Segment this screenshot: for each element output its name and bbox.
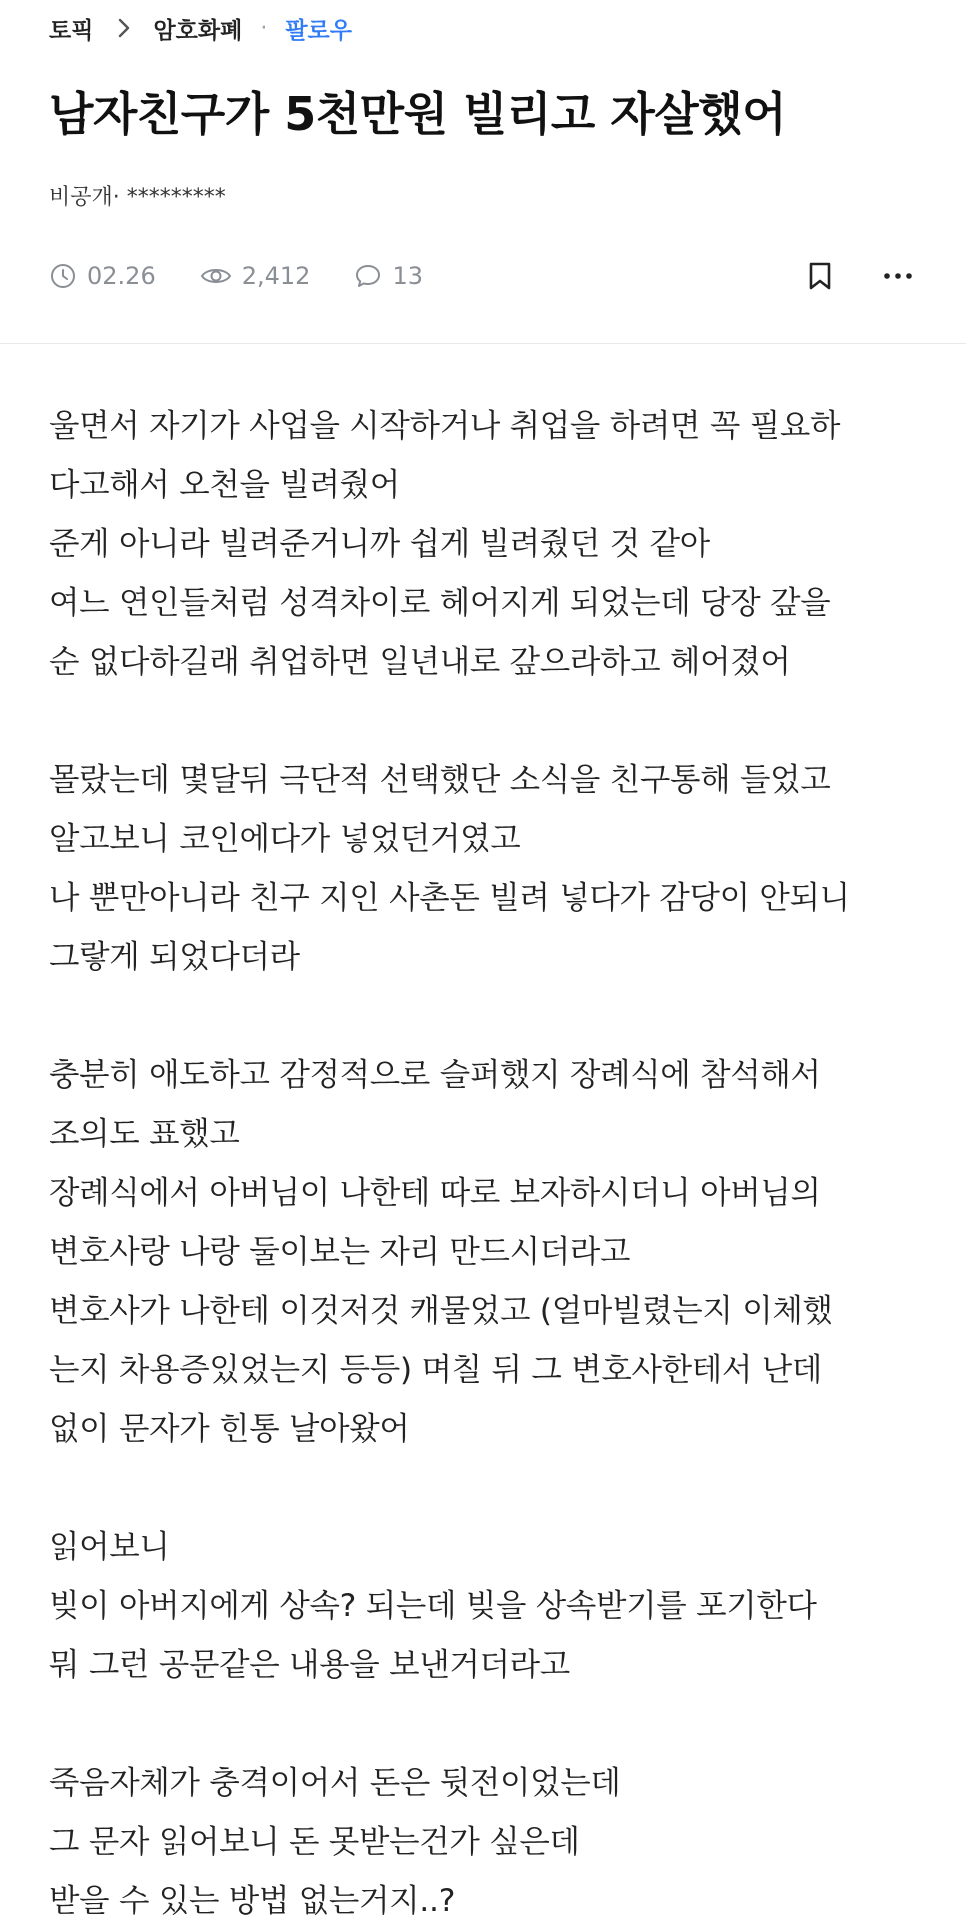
bookmark-icon — [807, 261, 833, 291]
post-author: 비공개· ********* — [49, 185, 226, 210]
paragraph — [49, 1754, 929, 1931]
eye-icon — [200, 262, 232, 290]
breadcrumb-category-link[interactable]: 암호화폐 — [153, 17, 243, 44]
body-line: 뭐 그런 공문같은 내용을 보낸거더라고 — [49, 1647, 570, 1683]
breadcrumb-topic-link[interactable]: 토픽 — [49, 17, 94, 44]
body-line: 그 문자 읽어보니 돈 못받는건가 싶은데 — [49, 1824, 580, 1860]
breadcrumb — [49, 6, 352, 50]
body-line: 빚이 아버지에게 상속? 되는데 빚을 상속받기를 포기한다 — [49, 1588, 817, 1624]
comment-icon — [354, 262, 382, 290]
body-line: 나 뿐만아니라 친구 지인 사촌돈 빌려 넣다가 감당이 안되니 — [49, 880, 850, 916]
body-line: 변호사가 나한테 이것저것 캐물었고 (얼마빌렸는지 이체했 — [49, 1293, 833, 1329]
body-line: 장례식에서 아버님이 나한테 따로 보자하시더니 아버님의 — [49, 1175, 821, 1211]
post-date — [49, 262, 156, 290]
body-line: 알고보니 코인에다가 넣었던거였고 — [49, 821, 521, 857]
body-line: 는지 차용증있었는지 등등) 며칠 뒤 그 변호사한테서 난데 — [49, 1352, 822, 1388]
clock-icon — [49, 262, 77, 290]
post-title: 남자친구가 5천만원 빌리고 자살했어 — [49, 87, 787, 141]
paragraph — [49, 397, 929, 692]
views-value: 2,412 — [241, 262, 311, 290]
post-meta — [49, 258, 467, 294]
body-line: 죽음자체가 충격이어서 돈은 뒷전이었는데 — [49, 1765, 621, 1801]
paragraph — [49, 751, 929, 987]
post-comments[interactable] — [354, 262, 423, 290]
more-icon — [883, 272, 913, 280]
body-line: 순 없다하길래 취업하면 일년내로 갚으라하고 헤어졌어 — [49, 644, 791, 680]
post-body — [49, 397, 929, 1931]
body-line: 없이 문자가 힌통 날아왔어 — [49, 1411, 410, 1447]
body-line: 준게 아니라 빌려준거니까 쉽게 빌려줬던 것 같아 — [49, 526, 710, 562]
body-line: 몰랐는데 몇달뒤 극단적 선택했단 소식을 친구통해 들었고 — [49, 762, 831, 798]
body-line: 변호사랑 나랑 둘이보는 자리 만드시더라고 — [49, 1234, 631, 1270]
body-line: 조의도 표했고 — [49, 1116, 240, 1152]
follow-button[interactable]: 팔로우 — [285, 17, 352, 44]
comments-value: 13 — [392, 262, 423, 290]
body-line: 읽어보니 — [49, 1529, 170, 1565]
paragraph — [49, 1518, 929, 1695]
paragraph — [49, 1046, 929, 1459]
chevron-right-icon — [117, 17, 131, 39]
body-line: 그랗게 되었다더라 — [49, 939, 300, 975]
body-line: 다고해서 오천을 빌려줬어 — [49, 467, 400, 503]
post-actions — [800, 256, 918, 296]
bookmark-button[interactable] — [800, 256, 840, 296]
body-line: 충분히 애도하고 감정적으로 슬퍼했지 장례식에 참석해서 — [49, 1057, 821, 1093]
more-button[interactable] — [878, 256, 918, 296]
body-line: 받을 수 있는 방법 없는거지..? — [49, 1883, 456, 1919]
breadcrumb-dot: · — [260, 15, 268, 41]
date-value: 02.26 — [87, 262, 156, 290]
post-views — [200, 262, 311, 290]
body-line: 울면서 자기가 사업을 시작하거나 취업을 하려면 꼭 필요하 — [49, 408, 841, 444]
body-line: 여느 연인들처럼 성격차이로 헤어지게 되었는데 당장 갚을 — [49, 585, 831, 621]
header-divider — [0, 343, 966, 344]
